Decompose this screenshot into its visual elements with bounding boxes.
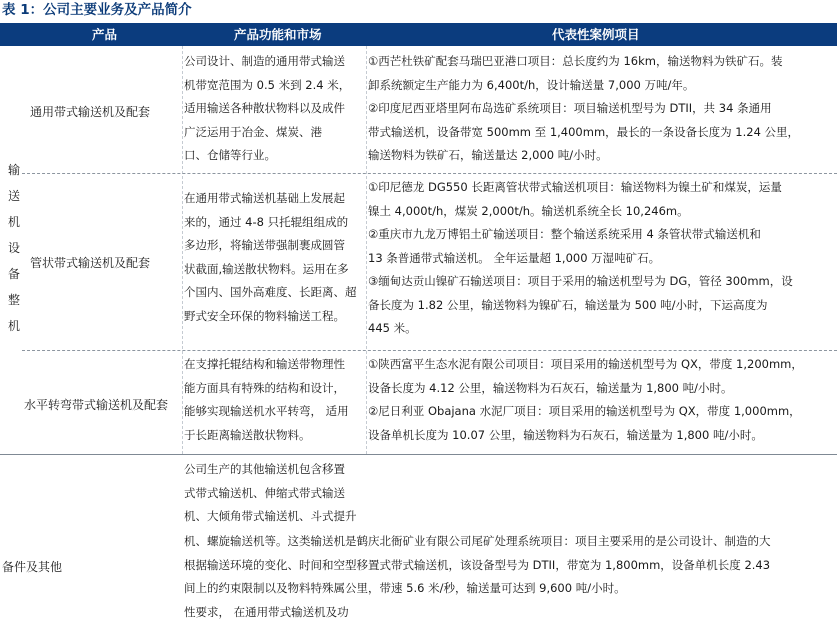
case-line: 13 条普通带式输送机。 全年运量超 1,000 万湿吨矿石。	[368, 250, 661, 265]
function-line: 来的，通过 4-8 只托辊组组成的	[184, 214, 349, 229]
row-cases	[368, 353, 803, 447]
row-overflow-text	[184, 530, 771, 624]
function-line: 机、大倾角带式输送机、斗式提升	[184, 509, 357, 523]
row-cases	[368, 50, 799, 168]
case-line: 镍土 4,000t/h，煤炭 2,000t/h。输送机系统全长 10,246m。	[368, 203, 689, 218]
row-function-line: 广泛运用于冶金、煤炭、港	[184, 124, 322, 139]
case-line: 输送物料为铁矿石，输送量达 2,000 吨/小时。	[368, 148, 608, 162]
row-product: 管状带式输送机及配套	[30, 256, 151, 270]
overflow-line: 性要求， 在通用带式输送机及功	[184, 604, 349, 619]
table-header	[0, 23, 837, 46]
function-line: 野式安全环保的物料输送工程。	[184, 308, 345, 323]
row-function-line: 公司设计、制造的通用带式输送	[184, 54, 345, 68]
case-line: 带式输送机，设备带宽 500mm 至 1,400mm，最长的一条设备长度为 1.24 公里，	[368, 124, 800, 139]
row-function	[184, 187, 357, 328]
function-line: 式带式输送机、伸缩式带式输送	[184, 485, 345, 500]
row-cases	[368, 176, 793, 341]
row-divider	[22, 350, 837, 351]
row-product: 通用带式输送机及配套	[30, 105, 151, 119]
row-function-line: 口、仓储等行业。	[184, 148, 276, 162]
row-product: 水平转弯带式输送机及配套	[24, 398, 169, 412]
row-product: 备件及其他	[2, 560, 63, 574]
function-line: 状截面,输送散状物料。运用在多	[184, 261, 349, 276]
column-divider	[366, 46, 367, 454]
function-line: 在支撑托辊结构和输送带物理性	[184, 357, 345, 371]
case-line: ②尼日利亚 Obajana 水泥厂项目：项目采用的输送机型号为 QX，带度 1,000mm，	[368, 404, 801, 418]
overflow-line: 根据输送环境的变化、时间和空型移置式带式输送机，该设备型号为 DTII，带宽为 1,800mm，设备单机长度 2.43	[184, 557, 771, 572]
function-line: 个国内、国外高难度、长距离、超	[184, 285, 357, 299]
function-line: 多边形，将输送带强制裹成圆管	[184, 238, 345, 252]
case-line: ②印度尼西亚塔里阿布岛选矿系统项目：项目输送机型号为 DTII，共 34 条通用	[368, 101, 772, 115]
header-cases: 代表性案例项目	[552, 27, 640, 42]
case-line: ③缅甸达贡山镍矿石输送项目：项目于采用的输送机型号为 DG，管径 300mm，设	[368, 274, 793, 288]
row-divider	[22, 173, 837, 174]
case-line: 445 米。	[368, 321, 417, 335]
function-line: 在通用带式输送机基础上发展起	[184, 191, 345, 205]
function-line: 公司生产的其他输送机包含移置	[184, 462, 345, 476]
case-line: ②重庆市九龙万博铝土矿输送项目：整个输送系统采用 4 条管状带式输送机和	[368, 227, 761, 241]
overflow-line: 间上的约束限制以及物料特殊属公里，带速 5.6 米/秒，输送量可达到 9,600 吨/小时。	[184, 581, 626, 595]
header-function: 产品功能和市场	[234, 27, 322, 42]
case-line: ①西芒杜铁矿配套马瑞巴亚港口项目：总长度约为 16km，输送物料为铁矿石。装	[368, 54, 783, 68]
row-function-line: 适用输送各种散状物料以及成件	[184, 101, 345, 115]
group-label: 输送机设备整机	[7, 163, 20, 333]
header-product: 产品	[92, 27, 118, 42]
case-line: 卸系统额定生产能力为 6,400t/h，设计输送量 7,000 万吨/年。	[368, 77, 695, 92]
case-line: ①印尼德龙 DG550 长距离管状带式输送机项目：输送物料为镍土矿和煤炭，运量	[368, 180, 782, 194]
function-line: 能够实现输送机水平转弯， 适用	[184, 404, 349, 418]
case-line: 备长度为 1.82 公里，输送物料为镍矿石，输送量为 500 吨/小时，下运高度为	[368, 297, 768, 312]
function-line: 能方面具有特殊的结构和设计，	[184, 380, 345, 395]
row-function	[184, 353, 349, 447]
case-line: 设备单机长度为 10.07 公里，输送物料为石灰石，输送量为 1,800 吨/小时。	[368, 427, 763, 442]
table-title: 表 1：公司主要业务及产品简介	[2, 2, 192, 18]
section-divider	[0, 454, 837, 455]
case-line: 设备长度为 4.12 公里，输送物料为石灰石，输送量为 1,800 吨/小时。	[368, 380, 733, 395]
function-line: 于长距离输送散状物料。	[184, 427, 311, 442]
row-function-line: 机带宽范围为 0.5 米到 2.4 米，	[184, 77, 351, 92]
case-line: ①陕西富平生态水泥有限公司项目：项目采用的输送机型号为 QX，带度 1,200mm，	[368, 357, 803, 371]
overflow-line: 机、螺旋输送机等。这类输送机是鹤庆北衙矿业有限公司尾矿处理系统项目：项目主要采用的是公司设计、制造的大	[184, 534, 771, 548]
row-function	[184, 458, 357, 529]
column-divider	[182, 46, 183, 454]
